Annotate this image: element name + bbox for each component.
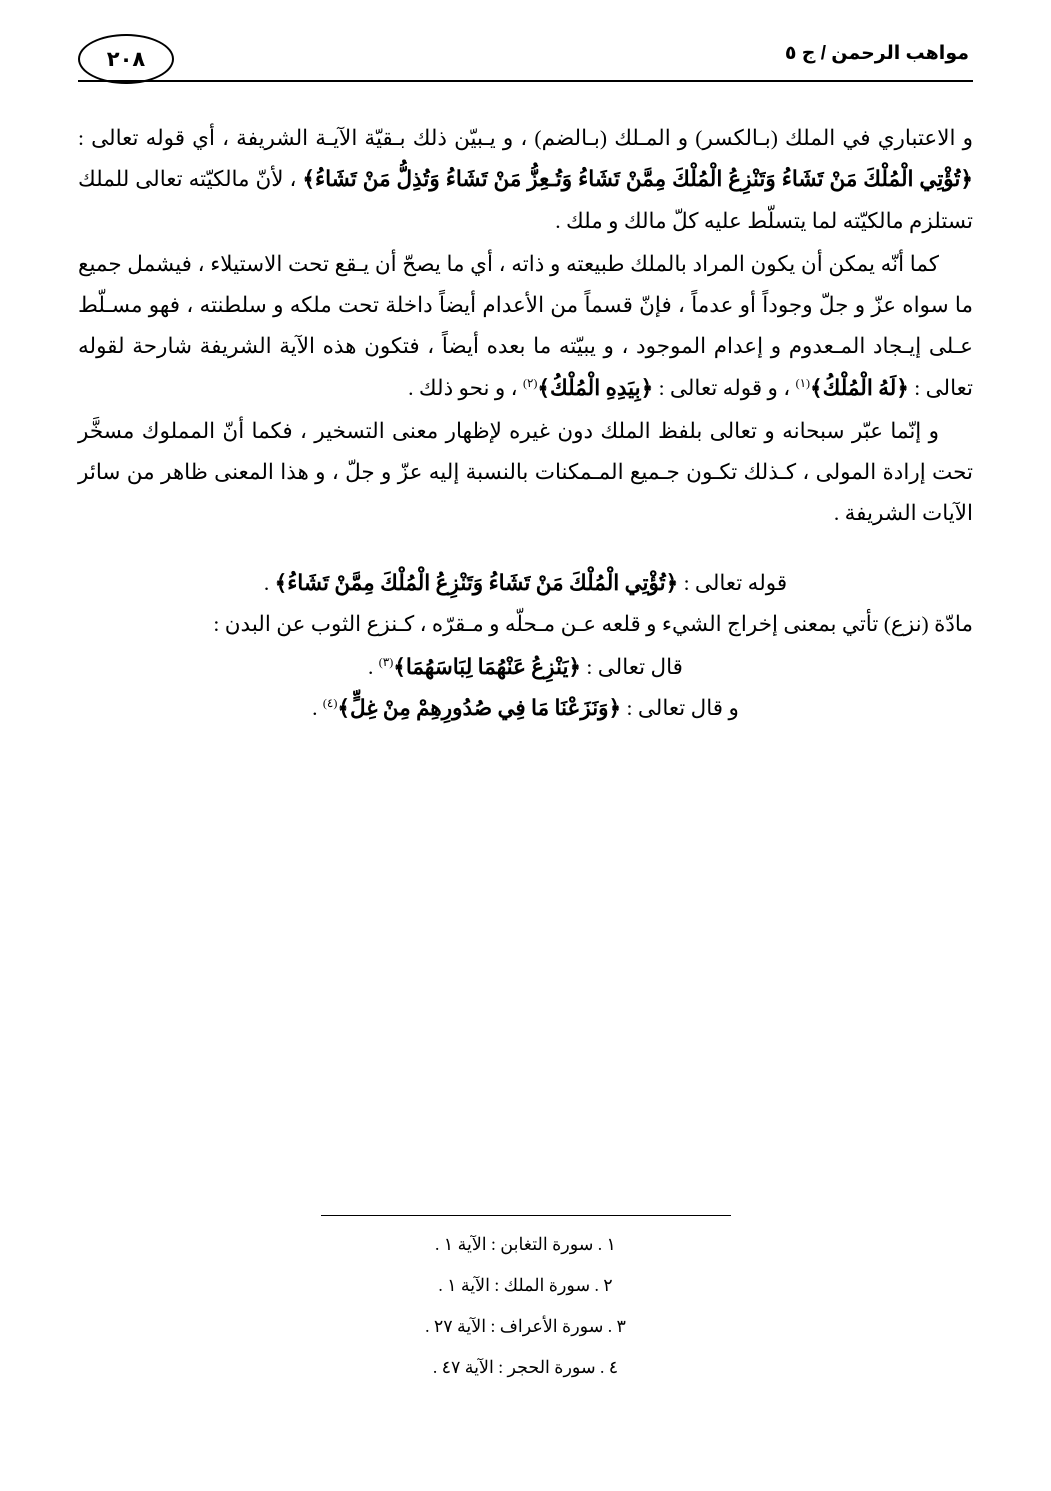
- page-body: [78, 118, 973, 730]
- quran-quote-5: ﴿وَنَزَعْنَا مَا فِي صُدُورِهِمْ مِنْ غِلٍّ﴾: [337, 696, 622, 721]
- footnote-marker-2: (٢): [522, 375, 538, 390]
- page-header: [78, 36, 973, 90]
- verse-heading-suffix: .: [263, 570, 275, 595]
- paragraph-1: [78, 118, 973, 242]
- verse-1-suffix: .: [368, 655, 379, 680]
- paragraph-2: [78, 244, 973, 409]
- verse-2-suffix: .: [312, 696, 323, 721]
- quran-quote-4: ﴿يَنْزِعُ عَنْهُمَا لِبَاسَهُمَا﴾: [393, 655, 582, 680]
- footnote-item: ٤ . سورة الحجر : الآية ٤٧ .: [432, 1357, 619, 1378]
- header-divider: [78, 80, 973, 82]
- footnote-item: ٣ . سورة الأعراف : الآية ٢٧ .: [425, 1316, 626, 1337]
- quran-quote-1: ﴿تُؤْتِي الْمُلْكَ مَنْ تَشَاءُ وَتَنْزِعُ الْمُلْكَ مِمَّنْ تَشَاءُ وَتُـعِزُّ مَنْ تَشَاءُ وَتُذِلُّ مَنْ تَشَاءُ﴾: [302, 167, 973, 192]
- paragraph-2-end: ، و نحو ذلك .: [408, 375, 523, 400]
- quran-quote-3: ﴿بِيَدِهِ الْمُلْكُ﴾: [537, 375, 654, 400]
- book-title: مواهب الرحمن / ج ٥: [784, 43, 969, 64]
- verse-heading: [78, 563, 973, 604]
- footnote-item: ٢ . سورة الملك : الآية ١ .: [438, 1275, 613, 1296]
- footnotes-section: [78, 1215, 973, 1389]
- paragraph-2-text: كما أنّه يمكن أن يكون المراد بالملك طبيعته و ذاته ، أي ما يصحّ أن يـقع تحت الاستيلاء ، فيشمل جميع ما سواه عزّ و جلّ وجوداً أو عدماً ، فإنّ قسماً من الأعدام أيضاً داخلة تحت ملكه و سلطنته ، فهو مسـلّط عـلى إيـجاد المـعدوم و إعدام الموجود ، و يبيّته ما بعده أيضاً ، فتكون هذه الآية الشريفة شارحة لقوله تعالى :: [78, 251, 973, 400]
- quran-quote-heading: ﴿تُؤْتِي الْمُلْكَ مَنْ تَشَاءُ وَتَنْزِعُ الْمُلْكَ مِمَّنْ تَشَاءُ﴾: [274, 570, 679, 595]
- footnote-marker-4: (٤): [322, 696, 338, 711]
- verse-2-prefix: و قال تعالى :: [621, 696, 739, 721]
- paragraph-1-text-a: و الاعتباري في الملك (بـالكسر) و المـلك (بـالضم) ، و يـبيّن ذلك بـقيّة الآيـة الشريفة ، أي قوله تعالى :: [78, 126, 973, 150]
- footnote-divider: [321, 1215, 731, 1216]
- verse-heading-prefix: قوله تعالى :: [678, 570, 788, 595]
- verse-line-1: [78, 647, 973, 688]
- paragraph-3: و إنّما عبّر سبحانه و تعالى بلفظ الملك دون غيره لإظهار معنى التسخير ، فكما أنّ المملوك مسخَّر تحت إرادة المولى ، كـذلك تكـون جـميع المـمكنات بالنسبة إليه عزّ و جلّ ، و هذا المعنى ظاهر من سائر الآيات الشريفة .: [78, 418, 973, 526]
- footnote-marker-3: (٣): [378, 655, 394, 670]
- verse-1-prefix: قال تعالى :: [581, 655, 683, 680]
- paragraph-2-mid: ، و قوله تعالى :: [653, 375, 796, 400]
- quran-quote-2: ﴿لَهُ الْمُلْكُ﴾: [810, 375, 909, 400]
- paragraph-4: مادّة (نزع) تأتي بمعنى إخراج الشيء و قلعه عـن مـحلّه و مـقرّه ، كـنزع الثوب عن البدن :: [213, 611, 973, 636]
- section-spacer: [78, 537, 973, 563]
- footnote-item: ١ . سورة التغابن : الآية ١ .: [435, 1234, 616, 1254]
- paragraph-1-text-b: ، لأنّ مالكيّته تعالى للملك تستلزم مالكيّته لما يتسلّط عليه كلّ مالك و ملك .: [78, 167, 973, 233]
- verse-line-2: [78, 688, 973, 729]
- page-number-badge: ٢٠٨: [78, 34, 174, 84]
- footnote-marker-1: (١): [795, 375, 811, 390]
